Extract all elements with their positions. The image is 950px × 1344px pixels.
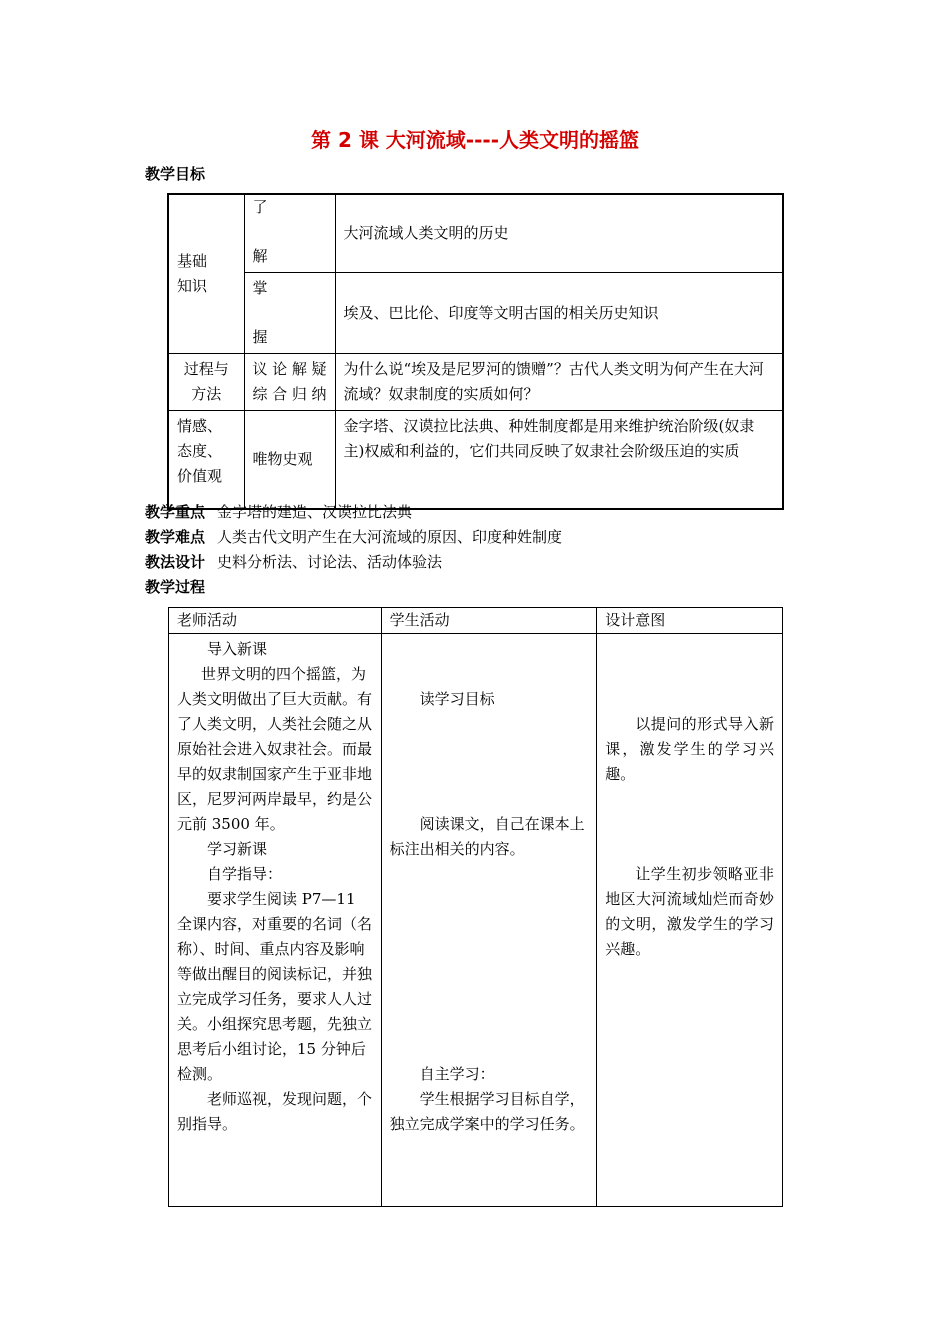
self-study-student-title: 自主学习：: [419, 1065, 495, 1083]
process-label: 过程与方法: [183, 360, 229, 403]
understand-label-cell: [244, 194, 335, 273]
read-goals: 读学习目标: [419, 690, 495, 708]
design-intent-cell: [597, 634, 783, 1207]
process-method: 议论解疑综合归纳: [252, 360, 327, 403]
difficulties-row: [145, 526, 562, 547]
patrol-text: 老师巡视，发现问题，个别指导。: [177, 1090, 373, 1133]
understand-content: 大河流域人类文明的历史: [343, 224, 509, 242]
difficulties-value: 人类古代文明产生在大河流域的原因、印度种姓制度: [217, 528, 563, 546]
self-study-student-text: 学生根据学习目标自学，独立完成学案中的学习任务。: [389, 1090, 585, 1133]
emotion-content: 金字塔、汉谟拉比法典、种姓制度都是用来维护统治阶级(奴隶主)权威和利益的，它们共同反映了奴隶社会阶级压迫的实质: [343, 417, 755, 460]
emotion-content-cell: [335, 411, 783, 509]
basic-knowledge-label: 基础知识: [177, 252, 208, 295]
intro-title: 导入新课: [207, 640, 268, 658]
emotion-label-cell: [168, 411, 244, 509]
process-heading: 教学过程: [145, 578, 206, 596]
self-study-title: 自学指导：: [207, 865, 283, 883]
understand-label-1: 了: [252, 198, 268, 216]
methods-value: 史料分析法、讨论法、活动体验法: [217, 553, 443, 571]
header-teacher-cell: [169, 608, 382, 634]
master-label-2: 握: [252, 328, 268, 346]
read-text: 阅读课文，自己在课本上标注出相关的内容。: [389, 815, 585, 858]
header-intent: 设计意图: [605, 611, 666, 629]
master-label-1: 掌: [252, 279, 268, 297]
header-teacher: 老师活动: [177, 611, 238, 629]
header-student-cell: [381, 608, 597, 634]
intro-text: 世界文明的四个摇篮，为人类文明做出了巨大贡献。有了人类文明，人类社会随之从原始社会进入奴隶社会。而最早的奴隶制国家产生于亚非地区，尼罗河两岸最早，约是公元前 3500 年。: [177, 665, 373, 833]
self-study-text: 要求学生阅读 P7—11 全课内容，对重要的名词（名称）、时间、重点内容及影响等做出醒目的阅读标记，并独立完成学习任务，要求人人过关。小组探究思考题，先独立思考后小组讨论，15 分钟后检测。: [177, 890, 373, 1083]
understand-content-cell: [335, 194, 783, 273]
methods-row: [145, 551, 442, 572]
goals-heading: 教学目标: [145, 165, 206, 183]
understand-label-2: 解: [252, 247, 268, 265]
teacher-activity-cell: [169, 634, 382, 1207]
process-label-cell: [168, 354, 244, 411]
header-student: 学生活动: [389, 611, 450, 629]
process-table: [168, 607, 783, 1207]
key-points-row: [145, 501, 412, 522]
emotion-method-cell: [244, 411, 335, 509]
master-content-cell: [335, 273, 783, 354]
master-label-cell: [244, 273, 335, 354]
difficulties-label: 教学难点: [145, 528, 206, 546]
intent-1: 以提问的形式导入新课，激发学生的学习兴趣。: [605, 715, 774, 783]
master-content: 埃及、巴比伦、印度等文明古国的相关历史知识: [343, 303, 659, 322]
page-title: 第 2 课 大河流域----人类文明的摇篮: [310, 128, 639, 152]
emotion-label: 情感、态度、价值观: [177, 417, 223, 485]
key-points-value: 金字塔的建造、汉谟拉比法典: [217, 503, 413, 521]
emotion-method: 唯物史观: [252, 449, 313, 468]
basic-knowledge-label-cell: [168, 194, 244, 354]
goals-table: [167, 193, 784, 510]
header-intent-cell: [597, 608, 783, 634]
process-content-cell: [335, 354, 783, 411]
student-activity-cell: [381, 634, 597, 1207]
process-content: 为什么说“埃及是尼罗河的馈赠”？古代人类文明为何产生在大河流域？奴隶制度的实质如何？: [343, 360, 764, 403]
methods-label: 教法设计: [145, 553, 206, 571]
key-points-label: 教学重点: [145, 503, 206, 521]
intent-2: 让学生初步领略亚非地区大河流域灿烂而奇妙的文明，激发学生的学习兴趣。: [605, 865, 774, 958]
learn-title: 学习新课: [207, 840, 268, 858]
process-method-cell: [244, 354, 335, 411]
